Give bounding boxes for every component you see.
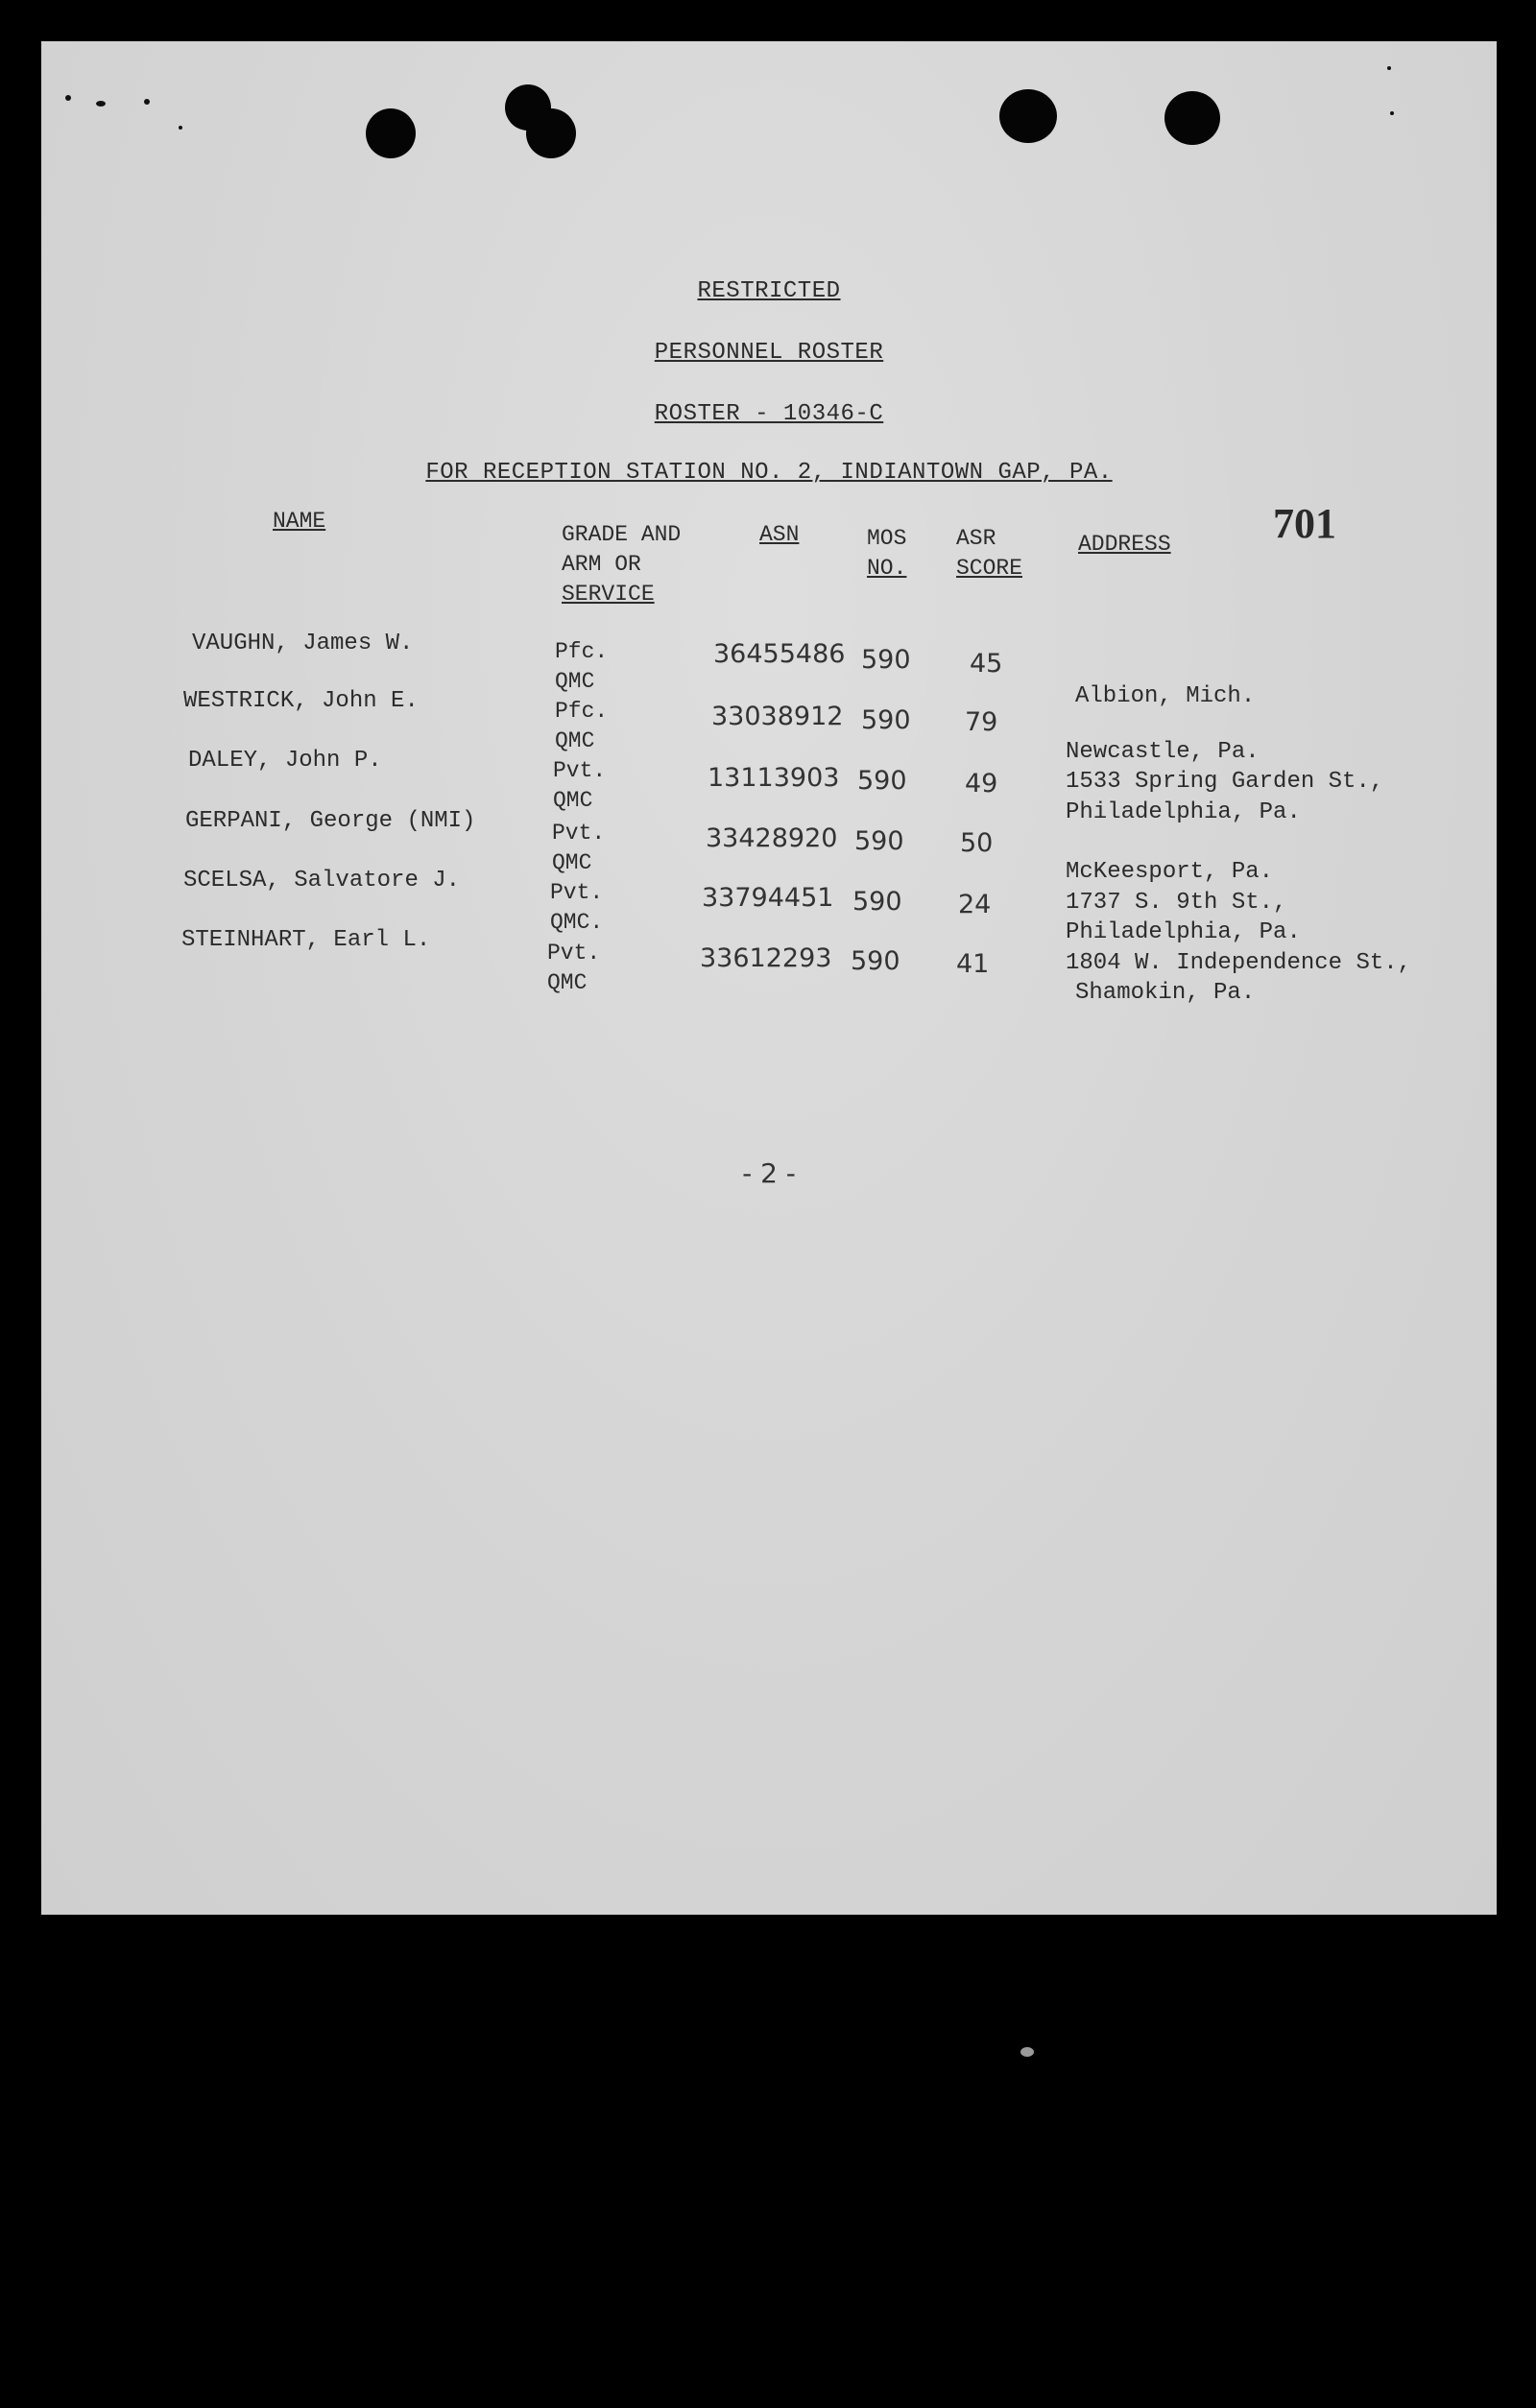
row-name: VAUGHN, James W. xyxy=(192,631,414,656)
row-asr: 50 xyxy=(960,828,994,858)
row-asr: 24 xyxy=(958,890,992,919)
page-stamp-number: 701 xyxy=(1273,500,1336,547)
row-grade-rank: Pvt. xyxy=(553,758,607,783)
column-header-grade-line: SERVICE xyxy=(562,582,655,607)
column-header-grade xyxy=(562,520,681,609)
column-header-grade-line: GRADE AND xyxy=(562,522,682,547)
column-header-mos xyxy=(867,524,906,584)
station-line: FOR RECEPTION STATION NO. 2, INDIANTOWN GAP, PA. xyxy=(425,460,1113,486)
speck xyxy=(1390,111,1394,115)
address-line: 1737 S. 9th St., xyxy=(1066,889,1287,916)
row-mos: 590 xyxy=(854,826,904,856)
address-line: Newcastle, Pa. xyxy=(1066,738,1260,765)
punch-hole xyxy=(1164,91,1220,145)
row-asn: 36455486 xyxy=(713,639,846,669)
punch-hole xyxy=(999,89,1057,143)
row-mos: 590 xyxy=(861,705,911,735)
address-line: 1533 Spring Garden St., xyxy=(1066,769,1384,795)
row-asr: 45 xyxy=(970,649,1003,679)
column-header-asr xyxy=(956,524,1022,584)
row-asn: 33038912 xyxy=(711,702,844,731)
page-number: - 2 - xyxy=(742,1157,796,1189)
address-column xyxy=(1066,681,1411,1009)
address-line: McKeesport, Pa. xyxy=(1066,859,1274,885)
row-grade-service: QMC xyxy=(555,669,595,694)
row-grade-rank: Pvt. xyxy=(547,941,601,966)
row-grade-service: QMC xyxy=(547,970,588,995)
column-header-asn: ASN xyxy=(759,522,800,547)
row-asr: 79 xyxy=(965,707,998,737)
address-line: 1804 W. Independence St., xyxy=(1066,949,1412,976)
row-mos: 590 xyxy=(851,946,900,976)
row-asn: 33612293 xyxy=(700,943,832,973)
punch-hole xyxy=(526,108,576,158)
speck xyxy=(144,99,150,105)
classification-heading: RESTRICTED xyxy=(697,278,841,304)
roster-title: PERSONNEL ROSTER xyxy=(654,340,884,366)
row-mos: 590 xyxy=(857,766,907,796)
column-header-asr-line: SCORE xyxy=(956,556,1023,581)
row-grade-rank: Pvt. xyxy=(550,880,604,905)
row-grade xyxy=(553,756,606,816)
row-grade-rank: Pfc. xyxy=(555,699,609,724)
document-page xyxy=(41,41,1497,1915)
row-name: GERPANI, George (NMI) xyxy=(185,808,476,834)
speck xyxy=(1387,66,1391,70)
speck xyxy=(179,126,182,130)
speck xyxy=(65,95,71,101)
column-header-address: ADDRESS xyxy=(1078,532,1171,557)
punch-hole xyxy=(366,108,416,158)
address-line: Philadelphia, Pa. xyxy=(1066,799,1301,825)
row-name: WESTRICK, John E. xyxy=(183,688,419,714)
row-grade xyxy=(555,697,608,756)
row-grade-service: QMC xyxy=(552,850,592,875)
address-line: Philadelphia, Pa. xyxy=(1066,919,1301,945)
row-grade-rank: Pvt. xyxy=(552,821,606,846)
speck xyxy=(96,101,106,107)
row-grade-service: QMC xyxy=(553,788,593,813)
row-name: STEINHART, Earl L. xyxy=(181,927,431,953)
film-blot xyxy=(1020,2047,1034,2057)
row-asr: 41 xyxy=(956,949,990,979)
row-grade-service: QMC xyxy=(555,728,595,753)
row-grade xyxy=(552,819,605,878)
row-grade xyxy=(547,939,600,998)
row-asn: 33428920 xyxy=(706,823,838,853)
column-header-mos-line: NO. xyxy=(867,556,907,581)
row-grade xyxy=(555,637,608,697)
row-asr: 49 xyxy=(965,769,998,799)
row-grade-service: QMC. xyxy=(550,910,604,935)
row-asn: 13113903 xyxy=(708,763,840,793)
address-line: Shamokin, Pa. xyxy=(1075,980,1256,1006)
address-line: Albion, Mich. xyxy=(1075,683,1256,709)
column-header-name: NAME xyxy=(273,509,326,534)
row-asn: 33794451 xyxy=(702,883,834,913)
column-header-grade-line: ARM OR xyxy=(562,552,641,577)
column-header-asr-line: ASR xyxy=(956,526,996,551)
row-name: DALEY, John P. xyxy=(188,748,382,774)
row-grade-rank: Pfc. xyxy=(555,639,609,664)
row-mos: 590 xyxy=(861,645,911,675)
row-name: SCELSA, Salvatore J. xyxy=(183,868,461,894)
row-mos: 590 xyxy=(852,887,902,917)
roster-number: ROSTER - 10346-C xyxy=(654,401,884,427)
row-grade xyxy=(550,878,603,938)
column-header-mos-line: MOS xyxy=(867,526,907,551)
